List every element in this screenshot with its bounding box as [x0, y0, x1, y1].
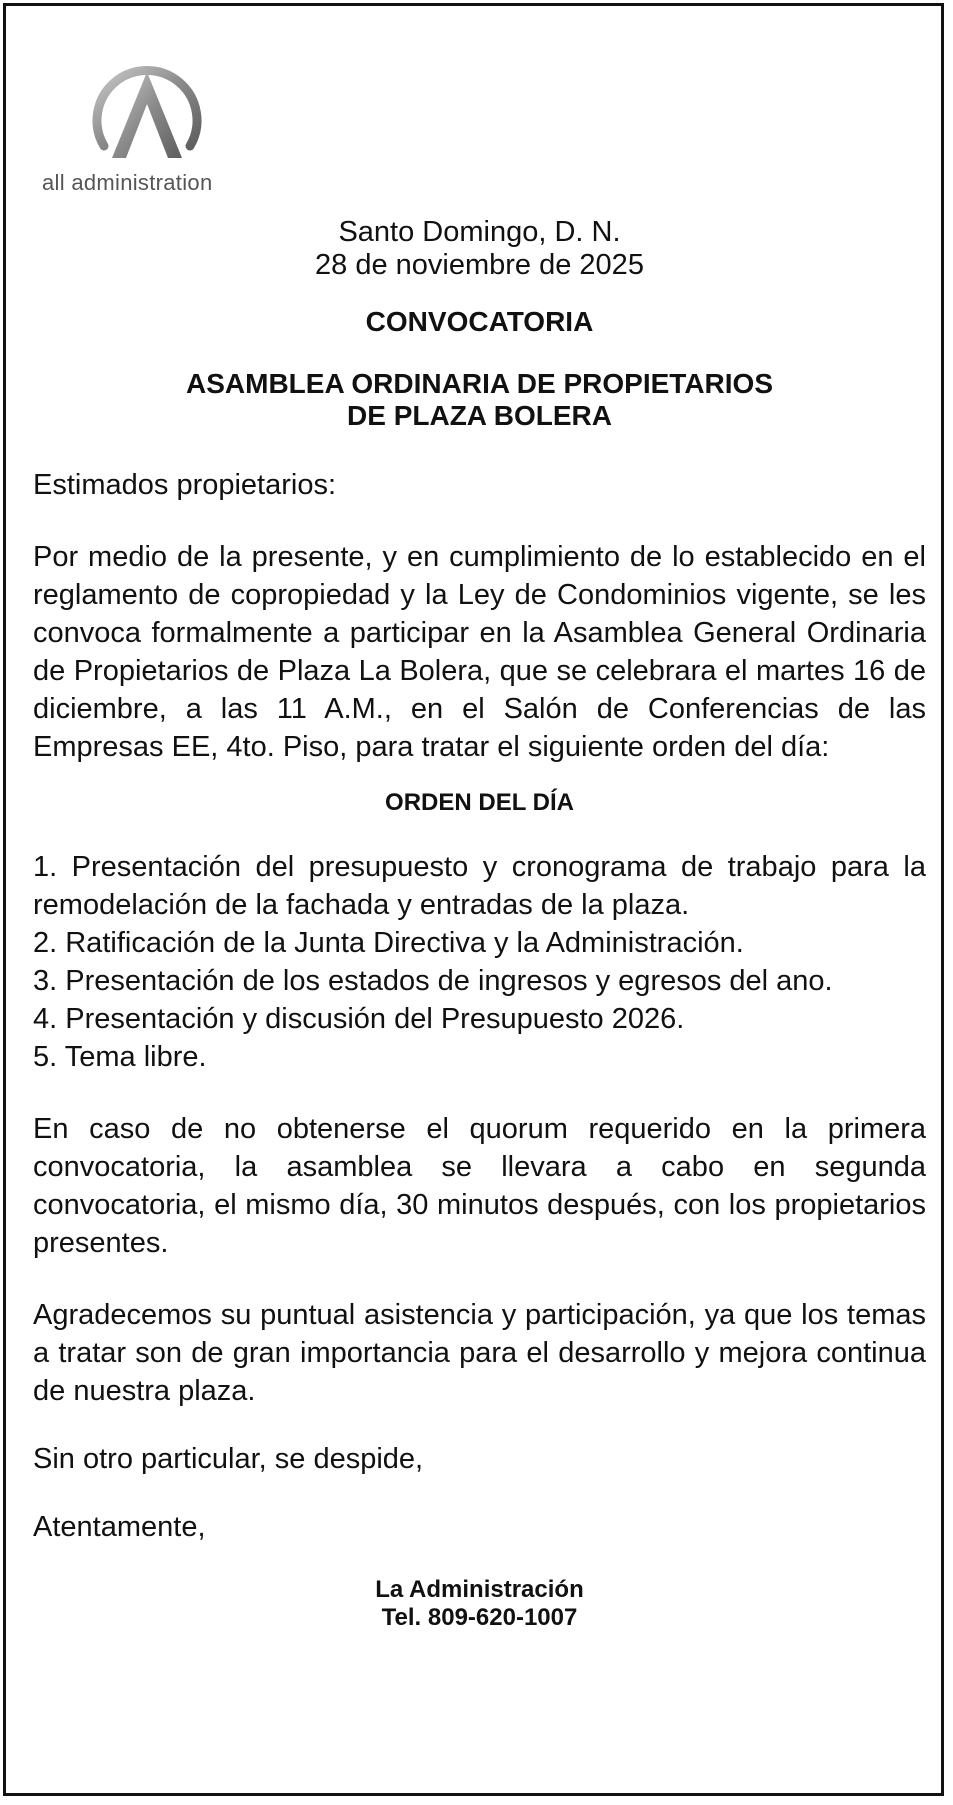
agenda-item: 1. Presentación del presupuesto y cronograma de trabajo para la remodelación de la fachada y entradas de la plaza.	[33, 851, 926, 921]
intro-paragraph: Por medio de la presente, y en cumplimiento de lo establecido en el reglamento de copropiedad y la Ley de Condominios vigente, se les convoca formalmente a participar en la Asamblea General Ordinaria de Propietarios de Plaza La Bolera, que se celebrara el martes 16 de diciembre, a las 11 A.M., en el Salón de Conferencias de las Empresas EE, 4to. Piso, para tratar el siguiente orden del día:	[33, 541, 926, 763]
signature-name: La Administración	[375, 1576, 584, 1603]
agenda-title: ORDEN DEL DÍA	[385, 789, 574, 816]
notice-page	[3, 3, 944, 1796]
farewell-line: Sin otro particular, se despide,	[33, 1443, 424, 1475]
agenda-item: 2. Ratificación de la Junta Directiva y la Administración.	[33, 927, 744, 959]
letter-a-ring-logo-icon	[82, 58, 212, 168]
assembly-subtitle	[33, 368, 926, 432]
agenda-item: 4. Presentación y discusión del Presupuesto 2026.	[33, 1003, 685, 1035]
regards-line: Atentamente,	[33, 1511, 206, 1543]
subtitle-line-2: DE PLAZA BOLERA	[347, 400, 612, 431]
subtitle-line-1: ASAMBLEA ORDINARIA DE PROPIETARIOS	[186, 368, 773, 399]
signature-block	[33, 1576, 926, 1632]
company-logo	[42, 58, 272, 203]
agenda-item: 5. Tema libre.	[33, 1041, 207, 1073]
date-line: 28 de noviembre de 2025	[315, 249, 644, 281]
logo-wordmark: all administration	[42, 170, 213, 195]
greeting: Estimados propietarios:	[33, 469, 337, 501]
notice-content	[33, 216, 926, 1632]
notice-title: CONVOCATORIA	[365, 306, 594, 337]
place-line: Santo Domingo, D. N.	[338, 216, 621, 248]
quorum-paragraph: En caso de no obtenerse el quorum requerido en la primera convocatoria, la asamblea se llevara a cabo en segunda convocatoria, el mismo día, 30 minutos después, con los propietarios presentes.	[33, 1113, 926, 1259]
agenda-item: 3. Presentación de los estados de ingresos y egresos del ano.	[33, 965, 833, 997]
thanks-paragraph: Agradecemos su puntual asistencia y participación, ya que los temas a tratar son de gran importancia para el desarrollo y mejora continua de nuestra plaza.	[33, 1299, 926, 1407]
signature-phone: Tel. 809-620-1007	[381, 1604, 578, 1631]
agenda-list	[33, 848, 926, 1076]
